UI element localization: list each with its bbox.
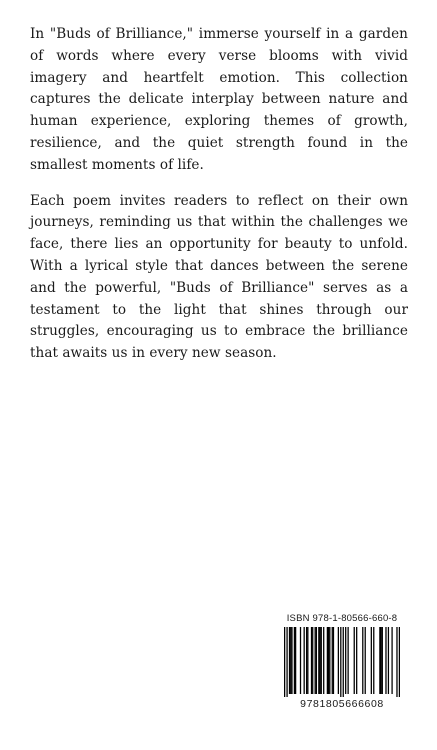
barcode-bar	[284, 627, 285, 697]
barcode-bars	[284, 627, 400, 697]
barcode-bar	[291, 627, 292, 694]
barcode-bar	[300, 627, 301, 694]
book-description	[30, 24, 408, 379]
barcode-bar	[318, 627, 319, 694]
barcode-bar	[323, 627, 324, 694]
barcode-bar	[289, 627, 290, 694]
barcode-bar	[345, 627, 346, 694]
description-paragraph-2: Each poem invites readers to reflect on their own journeys, reminding us that within the challenges we face, there lies an opportunity for beauty to unfold. With a lyrical style that dances between the serene and the powerful, "Buds of Brilliance" serves as a testament to the light that shines through our struggles, encouraging us to embrace the brilliance that awaits us in every new season.	[30, 192, 408, 362]
barcode-bar	[340, 627, 341, 697]
barcode-bar	[388, 627, 389, 694]
barcode-digits: 9781805666608	[300, 698, 384, 710]
barcode-bar	[338, 627, 339, 694]
barcode-bar	[329, 627, 330, 694]
barcode-bar	[328, 627, 329, 694]
barcode-bar	[356, 627, 357, 694]
barcode-bar	[290, 627, 291, 694]
barcode-bar	[312, 627, 313, 694]
barcode-bar	[315, 627, 316, 694]
barcode-bar	[295, 627, 296, 694]
barcode-bar	[286, 627, 287, 697]
barcode-bar	[304, 627, 305, 694]
barcode-bar	[380, 627, 381, 694]
barcode-bar	[307, 627, 308, 694]
barcode-bar	[399, 627, 400, 697]
barcode-bar	[382, 627, 383, 694]
isbn-barcode	[284, 613, 400, 710]
barcode-bar	[319, 627, 320, 694]
barcode-bar	[371, 627, 372, 694]
isbn-label: ISBN 978-1-80566-660-8	[286, 613, 398, 624]
barcode-bar	[294, 627, 295, 694]
barcode-bar	[373, 627, 374, 694]
barcode-bar	[391, 627, 392, 694]
barcode-bar	[347, 627, 348, 694]
barcode-bar	[333, 627, 334, 694]
barcode-bar	[385, 627, 386, 694]
barcode-bar	[321, 627, 322, 694]
barcode-bar	[396, 627, 397, 697]
barcode-bar	[365, 627, 366, 694]
barcode-bar	[327, 627, 328, 694]
barcode-bar	[306, 627, 307, 694]
barcode-bar	[332, 627, 333, 694]
barcode-bar	[343, 627, 344, 697]
barcode-bar	[316, 627, 317, 694]
barcode-bar	[379, 627, 380, 694]
barcode-bar	[362, 627, 363, 694]
barcode-bar	[354, 627, 355, 694]
description-paragraph-1: In "Buds of Brilliance," immerse yourself in a garden of words where every verse blooms with vivid imagery and heartfelt emotion. This collection captures the delicate interplay between nature and human experience, exploring themes of growth, resilience, and the quiet strength found in the smallest moments of life.	[30, 26, 408, 173]
barcode-bar	[311, 627, 312, 694]
